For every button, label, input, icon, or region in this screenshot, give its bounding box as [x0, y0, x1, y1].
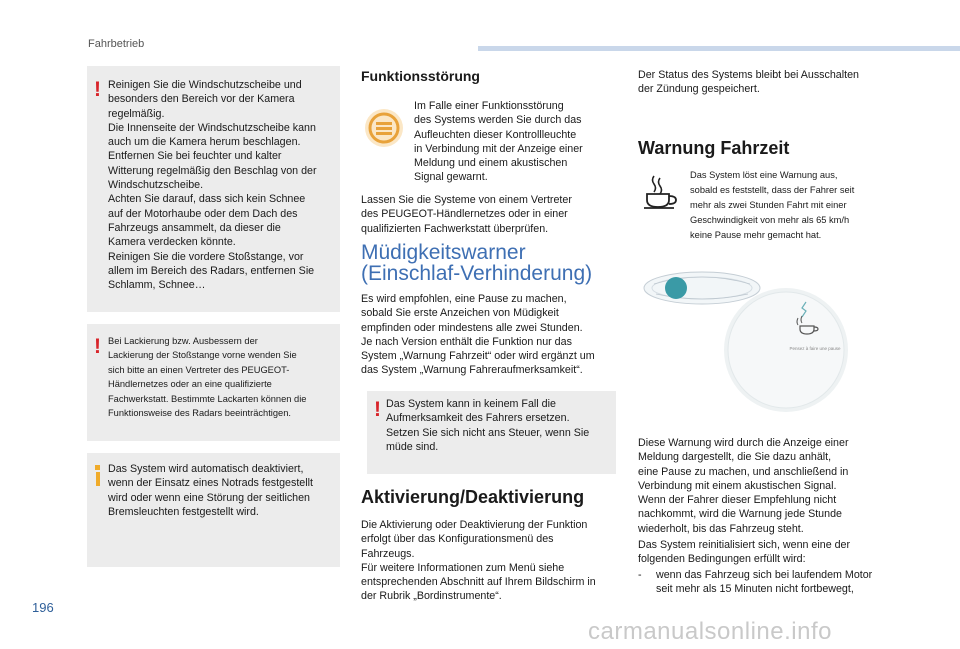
header-title: Fahrbetrieb: [88, 38, 145, 50]
warning-box-attention-text: Das System kann in keinem Fall die Aufmerksamkeit des Fahrers ersetzen. Setzen Sie sich nicht ans Steuer, wenn Sie müde sind.: [386, 398, 590, 453]
driving-time-heading: Warnung Fahrzeit: [638, 138, 790, 158]
activation-paragraph: Die Aktivierung oder Deaktivierung der Funktion erfolgt über das Konfigurationsmenü des Fahrzeugs. Für weitere Informationen zum Menü siehe entsprechenden Abschnitt auf Ihrem Bildschirm in der Rubrik „Bordinstrumente“.: [361, 519, 596, 603]
warning-description-paragraph: Diese Warnung wird durch die Anzeige einer Meldung dargestellt, die Sie dazu anhält, eine Pause zu machen, und anschließend in Verbindung mit einem akustischen Signal. Wenn der Fahrer dieser Empfehlung nicht nachkommt, wird die Warnung jede Stunde wiederholt, bis das Fahrzeug steht.: [638, 437, 849, 535]
info-box-deactivation-text: Das System wird automatisch deaktiviert, wenn der Einsatz eines Notrads festgestellt wird oder wenn eine Störung der seitlichen Bremsleuchten festgestellt wird.: [108, 463, 313, 518]
driver-attention-warning-icon: [364, 108, 404, 148]
instrument-cluster-illustration: [640, 266, 890, 431]
driving-time-icon-text: Das System löst eine Warnung aus, sobald es feststellt, dass der Fahrer seit mehr als zwei Stunden Fahrt mit einer Geschwindigkeit von mehr als 65 km/h keine Pause mehr gemacht hat.: [690, 170, 855, 240]
info-box-deactivation: [87, 453, 340, 567]
warning-exclamation-icon: !: [374, 398, 381, 421]
list-item: wenn das Fahrzeug sich bei laufendem Motor seit mehr als 15 Minuten nicht fortbewegt,: [656, 569, 873, 596]
warning-box-attention: [367, 391, 616, 474]
drowsy-paragraph: Es wird empfohlen, eine Pause zu machen, sobald Sie erste Anzeichen von Müdigkeit empfinden oder mindestens alle zwei Stunden. Je nach Version enthält die Funktion nur das System „Warnung Fahrzeit“ oder wird ergänzt um das System „Warnung Fahreraufmerksamkeit“.: [361, 293, 595, 377]
page-number: 196: [32, 600, 54, 615]
drowsy-heading: Müdigkeitswarner (Einschlaf-Verhinderung): [361, 241, 593, 285]
watermark: carmanualsonline.info: [588, 618, 832, 645]
header-bar: [478, 46, 960, 51]
fault-heading: Funktionsstörung: [361, 68, 480, 84]
status-paragraph: Der Status des Systems bleibt bei Ausschalten der Zündung gespeichert.: [638, 69, 859, 96]
reinit-paragraph: Das System reinitialisiert sich, wenn eine der folgenden Bedingungen erfüllt wird:: [638, 539, 851, 566]
info-icon: [94, 465, 101, 486]
cluster-message: Pensez à faire une pause: [789, 346, 841, 351]
fault-paragraph: Lassen Sie die Systeme von einem Vertreter des PEUGEOT-Händlernetzes oder in einer qualifizierten Fachwerkstatt überprüfen.: [361, 194, 572, 235]
warning-box-cleaning: [87, 66, 340, 312]
activation-heading: Aktivierung/Deaktivierung: [361, 487, 585, 507]
list-dash: -: [638, 569, 642, 581]
warning-exclamation-icon: !: [94, 78, 101, 101]
coffee-cup-icon: [641, 174, 679, 210]
warning-exclamation-icon: !: [94, 335, 101, 358]
warning-box-paint-text: Bei Lackierung bzw. Ausbessern der Lackierung der Stoßstange vorne wenden Sie sich bitte an einen Vertreter des PEUGEOT- Händlernetzes oder an eine qualifizierte Fachwerkstatt. Bestimmte Lackarten können die Funktionsweise des Radars beeinträchtigen.: [108, 336, 307, 419]
warning-box-paint: [87, 324, 340, 441]
fault-icon-text: Im Falle einer Funktionsstörung des Systems werden Sie durch das Aufleuchten dieser Kontrollleuchte in Verbindung mit der Anzeige einer Meldung und einem akustischen Signal gewarnt.: [414, 100, 583, 184]
warning-box-cleaning-text: Reinigen Sie die Windschutzscheibe und besonders den Bereich vor der Kamera regelmäßig. Die Innenseite der Windschutzscheibe kann auch um die Kamera herum beschlagen. Entfernen Sie bei feuchter und kalter Witterung regelmäßig den Beschlag von der Windschutzscheibe. Achten Sie darauf, dass sich kein Schnee auf der Motorhaube oder dem Dach des Fahrzeugs ansammelt, da dieser die Kamera verdecken könnte. Reinigen Sie die vordere Stoßstange, vor allem im Bereich des Radars, entfernen Sie Schlamm, Schnee…: [108, 79, 317, 292]
